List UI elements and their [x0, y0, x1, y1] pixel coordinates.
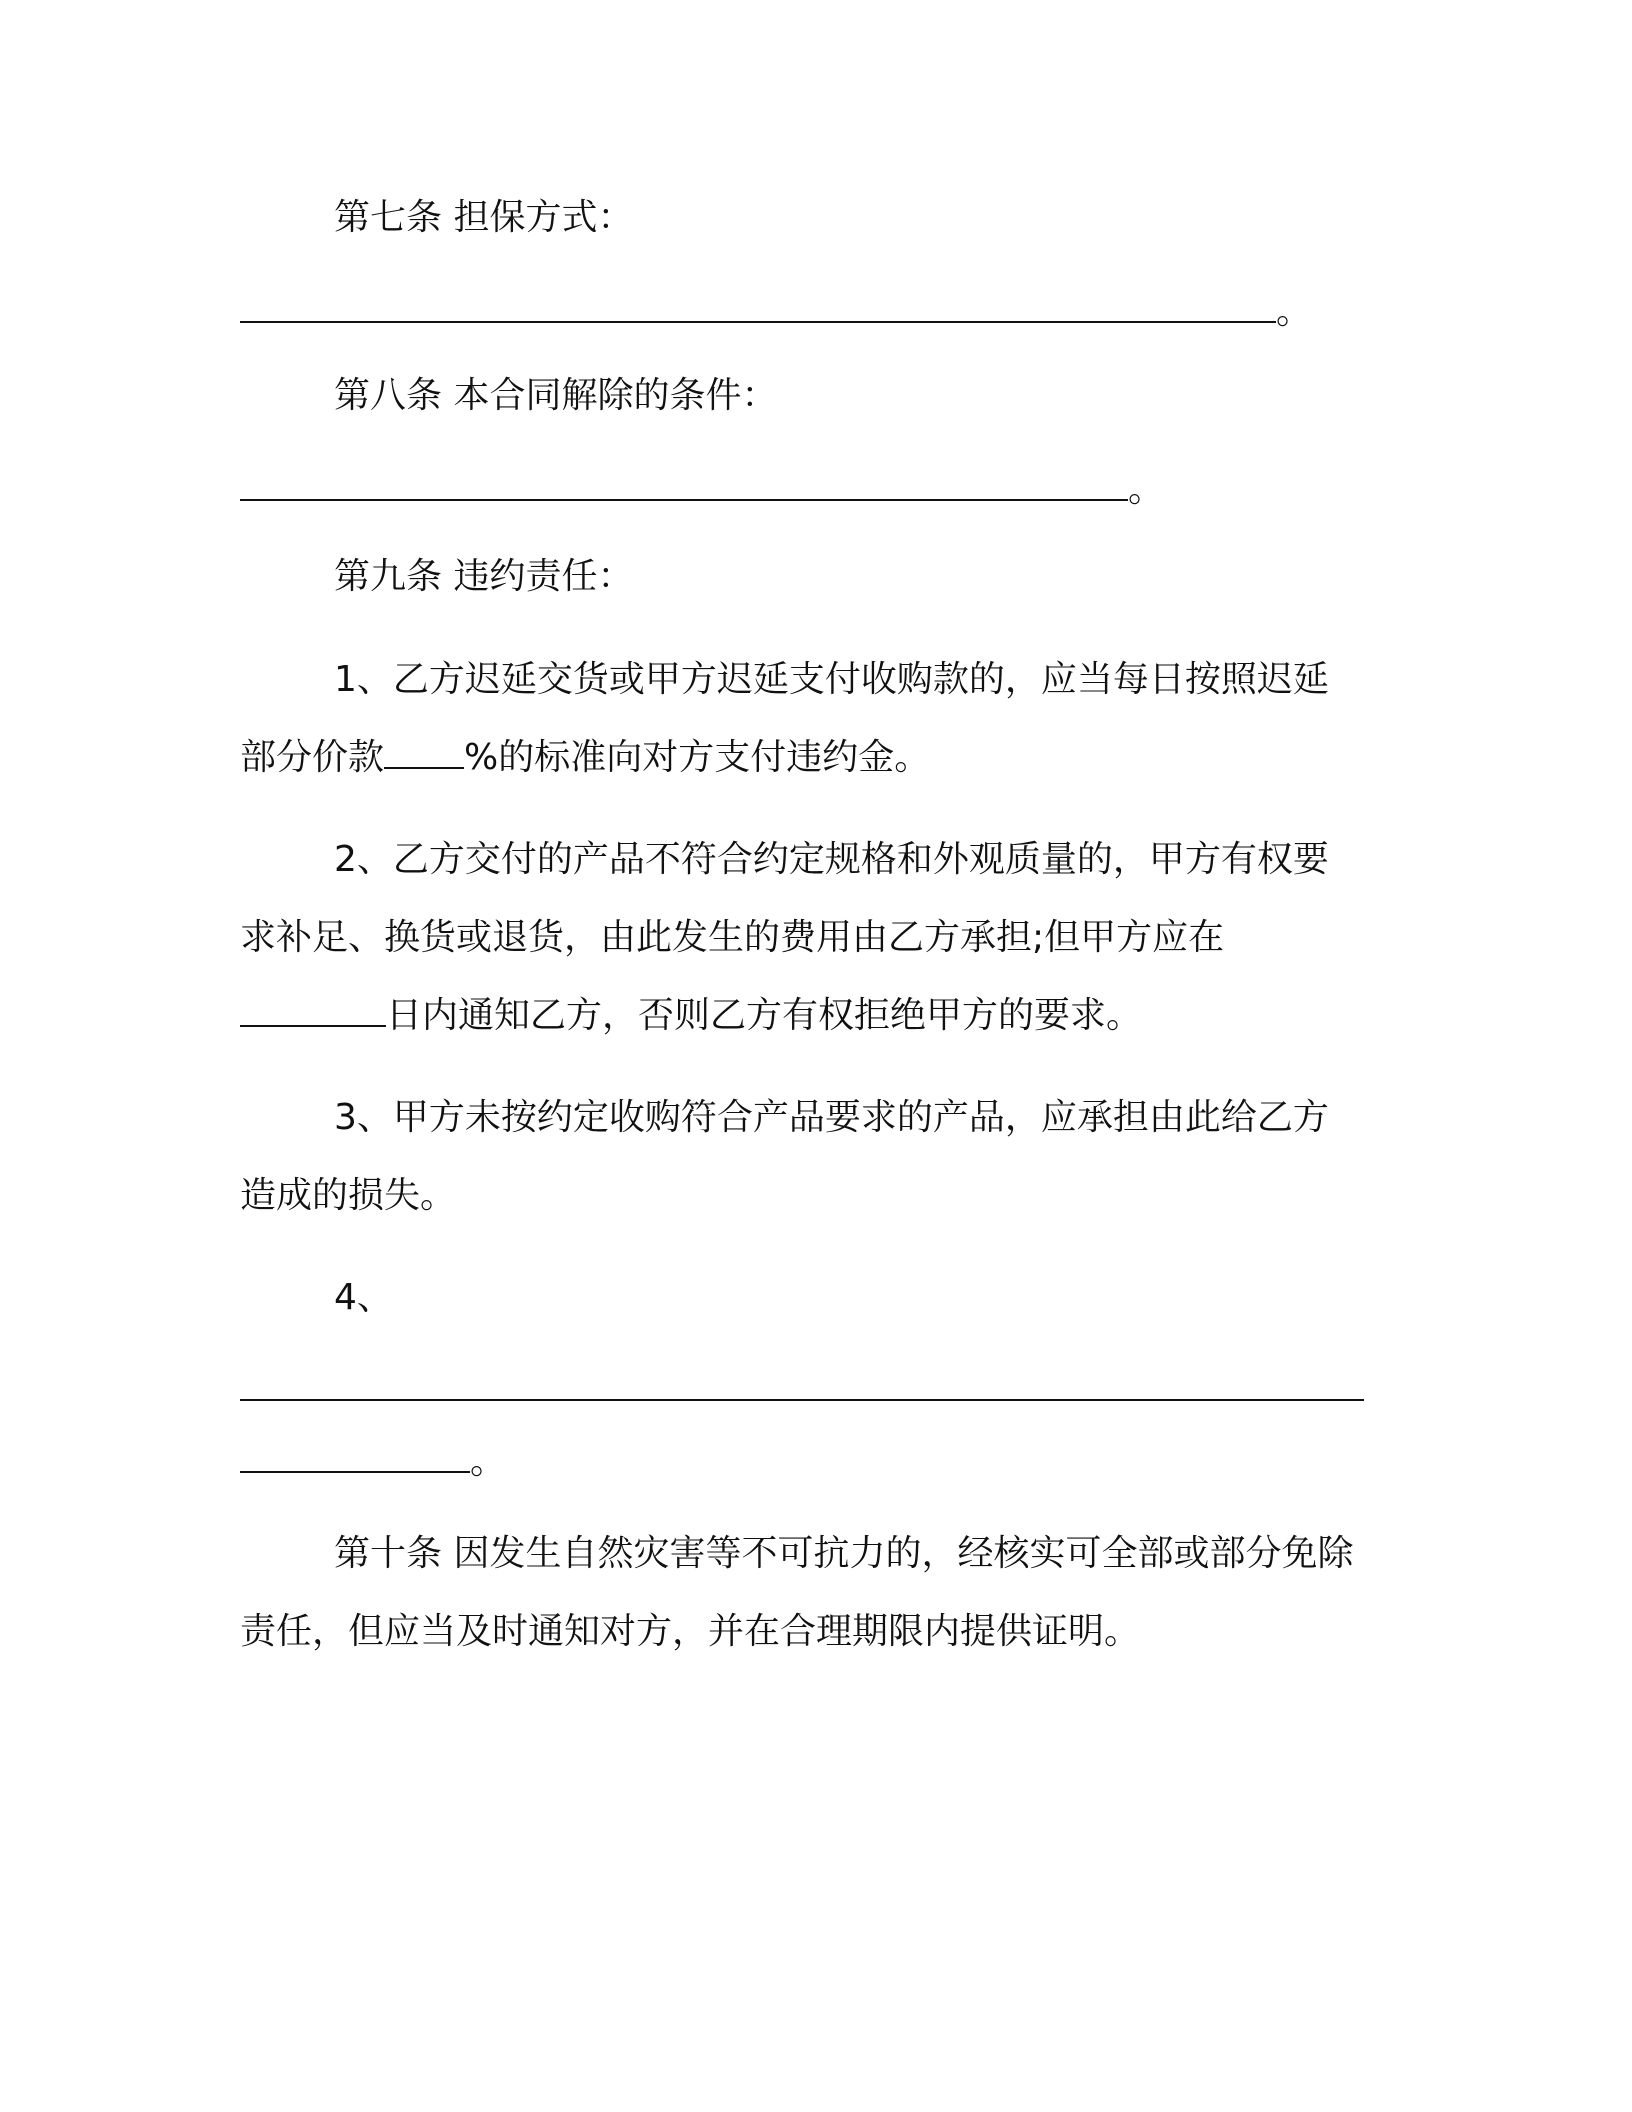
item3-line2: 造成的损失。	[240, 1175, 457, 1216]
article8-heading: 第八条 本合同解除的条件：	[334, 375, 778, 416]
fill-in-blank[interactable]	[384, 737, 464, 769]
item4-blank-line2	[240, 1440, 1400, 1484]
item1-text-after-blank: %的标准向对方支付违约金。	[464, 737, 931, 778]
item2-text-after-blank: 日内通知乙方，否则乙方有权拒绝甲方的要求。	[386, 995, 1143, 1036]
item2-line1: 2、乙方交付的产品不符合约定规格和外观质量的，甲方有权要	[334, 839, 1329, 880]
item1-line2	[240, 736, 1400, 780]
item2-line3	[240, 994, 1400, 1038]
fill-in-blank[interactable]	[240, 469, 1128, 501]
fill-in-blank[interactable]	[240, 1369, 1364, 1401]
item4-label: 4、	[334, 1277, 393, 1318]
line-end-mark: 。	[1276, 291, 1313, 332]
line-end-mark: 。	[470, 1441, 507, 1482]
item2-line2: 求补足、换货或退货，由此发生的费用由乙方承担;但甲方应在	[240, 917, 1225, 958]
fill-in-blank[interactable]	[240, 291, 1276, 323]
item4-blank-line1	[240, 1368, 1400, 1412]
article10-line2: 责任，但应当及时通知对方，并在合理期限内提供证明。	[240, 1611, 1141, 1652]
line-end-mark: 。	[1128, 469, 1165, 510]
item1-text-before-blank: 部分价款	[240, 737, 385, 778]
item3-line1: 3、甲方未按约定收购符合产品要求的产品，应承担由此给乙方	[334, 1097, 1329, 1138]
item1-line1: 1、乙方迟延交货或甲方迟延支付收购款的，应当每日按照迟延	[334, 659, 1329, 700]
article7-heading: 第七条 担保方式：	[334, 197, 634, 238]
fill-in-blank[interactable]	[240, 1441, 470, 1473]
fill-in-blank[interactable]	[240, 995, 386, 1027]
article9-heading: 第九条 违约责任：	[334, 556, 634, 597]
article7-blank-line	[240, 290, 1400, 334]
article10-line1: 第十条 因发生自然灾害等不可抗力的，经核实可全部或部分免除	[334, 1533, 1354, 1574]
article8-blank-line	[240, 468, 1400, 512]
